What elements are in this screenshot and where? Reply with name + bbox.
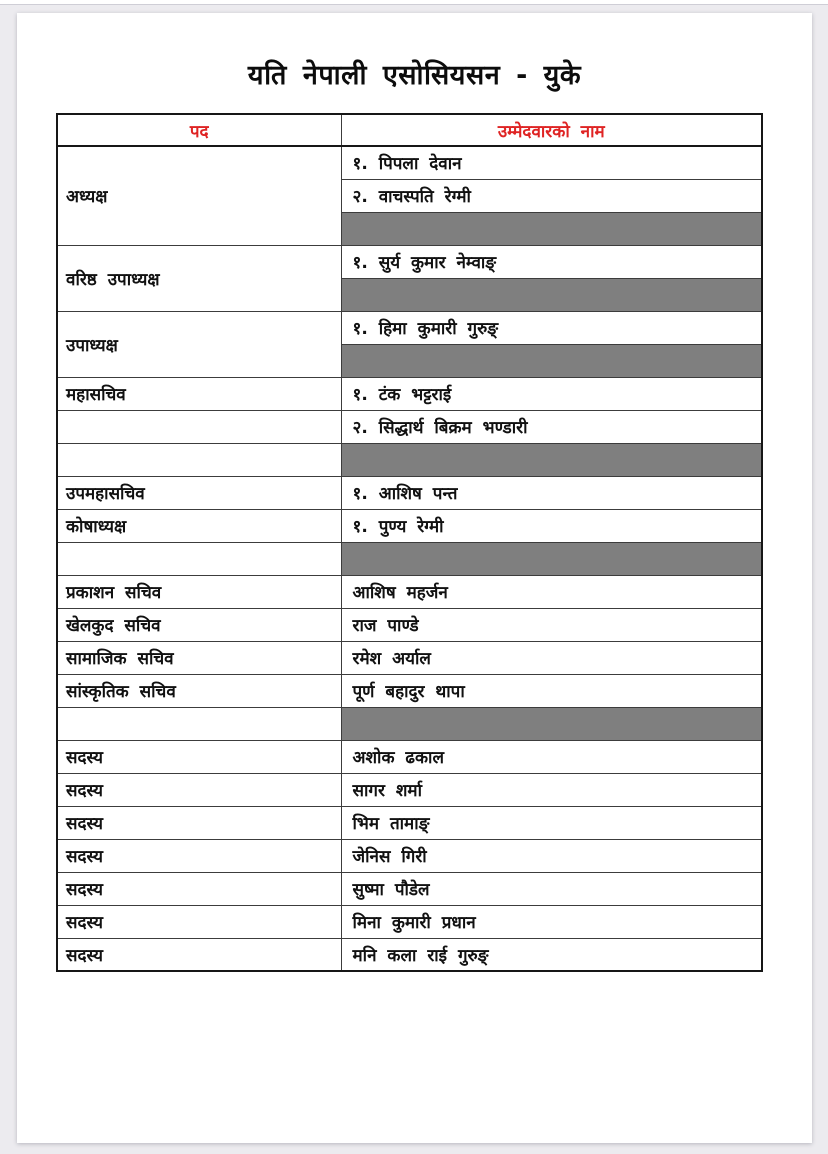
shaded-cell	[341, 542, 762, 575]
candidate-cell: मिना कुमारी प्रधान	[341, 905, 762, 938]
table-row	[57, 476, 762, 509]
candidate-cell: जेनिस गिरी	[341, 839, 762, 872]
position-cell: सदस्य	[57, 773, 341, 806]
shaded-cell	[341, 278, 762, 311]
candidate-cell: आशिष महर्जन	[341, 575, 762, 608]
table-row	[57, 377, 762, 410]
position-cell: प्रकाशन सचिव	[57, 575, 341, 608]
table-row	[57, 509, 762, 542]
position-cell: सांस्कृतिक सचिव	[57, 674, 341, 707]
table-row	[57, 311, 762, 344]
position-cell: सदस्य	[57, 872, 341, 905]
position-cell: वरिष्ठ उपाध्यक्ष	[57, 245, 341, 311]
table-row	[57, 872, 762, 905]
position-cell: सदस्य	[57, 905, 341, 938]
candidate-cell: १. पिपला देवान	[341, 146, 762, 179]
position-cell: उपाध्यक्ष	[57, 311, 341, 377]
candidate-cell: २. सिद्धार्थ बिक्रम भण्डारी	[341, 410, 762, 443]
position-cell: सदस्य	[57, 938, 341, 971]
table-row	[57, 245, 762, 278]
candidate-cell: १. सुर्य कुमार नेम्वाङ्	[341, 245, 762, 278]
position-cell: महासचिव	[57, 377, 341, 410]
position-cell: सदस्य	[57, 806, 341, 839]
candidate-cell: भिम तामाङ्	[341, 806, 762, 839]
header-row	[57, 114, 762, 146]
position-cell: उपमहासचिव	[57, 476, 341, 509]
position-cell: सदस्य	[57, 740, 341, 773]
table-row	[57, 641, 762, 674]
candidate-cell: सागर शर्मा	[341, 773, 762, 806]
candidate-cell: मनि कला राई गुरुङ्	[341, 938, 762, 971]
position-cell-empty	[57, 707, 341, 740]
shaded-cell	[341, 212, 762, 245]
position-cell: कोषाध्यक्ष	[57, 509, 341, 542]
document-title: यति नेपाली एसोसियसन - युके	[247, 60, 582, 91]
position-cell: अध्यक्ष	[57, 146, 341, 245]
position-cell: सदस्य	[57, 839, 341, 872]
table-row	[57, 608, 762, 641]
shaded-cell	[341, 344, 762, 377]
table-row	[57, 905, 762, 938]
table-row	[57, 839, 762, 872]
candidate-cell: राज पाण्डे	[341, 608, 762, 641]
top-edge-strip	[0, 0, 828, 5]
table-row	[57, 707, 762, 740]
table-row	[57, 806, 762, 839]
table-row	[57, 146, 762, 179]
candidate-cell: रमेश अर्याल	[341, 641, 762, 674]
position-cell: खेलकुद सचिव	[57, 608, 341, 641]
candidate-cell: अशोक ढकाल	[341, 740, 762, 773]
table-row	[57, 740, 762, 773]
candidate-cell: पूर्ण बहादुर थापा	[341, 674, 762, 707]
shaded-cell	[341, 443, 762, 476]
col-header-position: पद	[57, 114, 341, 146]
table-row	[57, 410, 762, 443]
shaded-cell	[341, 707, 762, 740]
table-row	[57, 773, 762, 806]
table-row	[57, 938, 762, 971]
candidate-cell: २. वाचस्पति रेग्मी	[341, 179, 762, 212]
table-row	[57, 674, 762, 707]
candidate-cell: १. टंक भट्टराई	[341, 377, 762, 410]
col-header-candidate: उम्मेदवारको नाम	[341, 114, 762, 146]
position-cell-empty	[57, 542, 341, 575]
candidate-cell: १. पुण्य रेग्मी	[341, 509, 762, 542]
table-row	[57, 575, 762, 608]
table-row	[57, 443, 762, 476]
position-cell-empty	[57, 410, 341, 443]
candidates-table	[56, 113, 763, 972]
position-cell-empty	[57, 443, 341, 476]
position-cell: सामाजिक सचिव	[57, 641, 341, 674]
candidate-cell: सुष्मा पौडेल	[341, 872, 762, 905]
candidate-cell: १. आशिष पन्त	[341, 476, 762, 509]
candidate-cell: १. हिमा कुमारी गुरुङ्	[341, 311, 762, 344]
table-row	[57, 542, 762, 575]
document-page	[17, 13, 812, 1143]
